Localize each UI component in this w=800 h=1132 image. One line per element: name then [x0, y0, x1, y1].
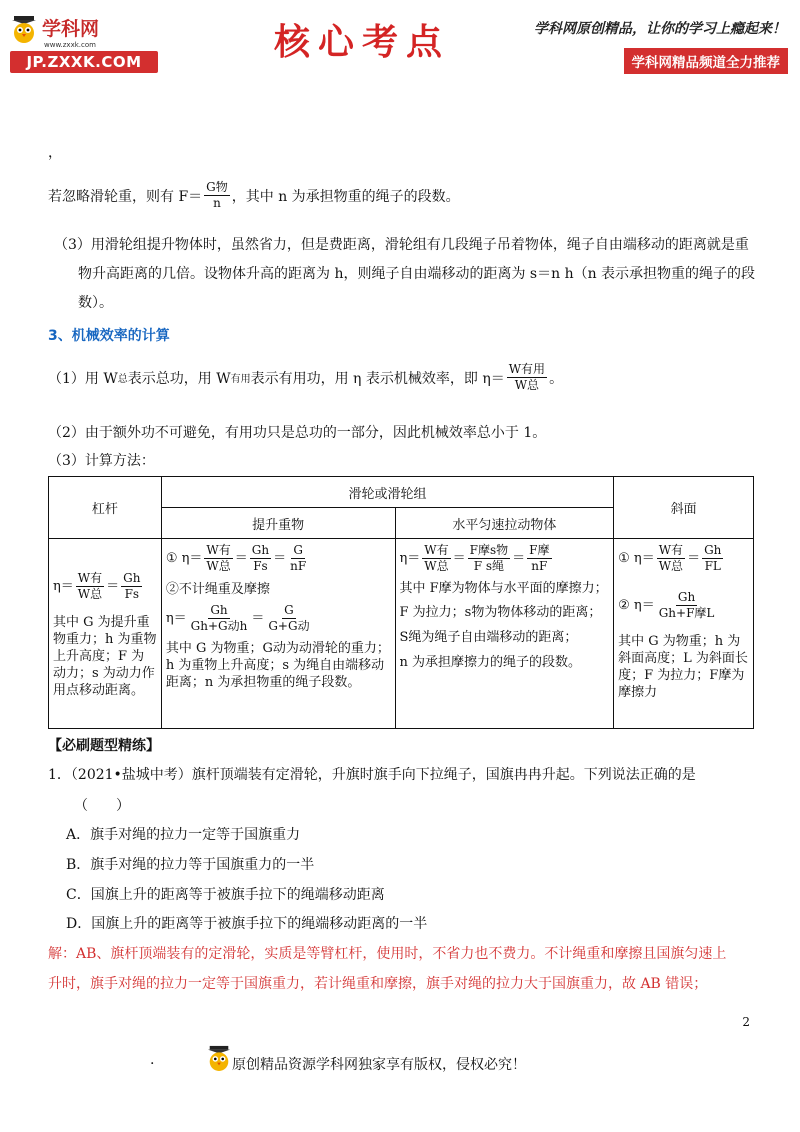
- equals: ＝: [452, 550, 466, 566]
- equals: ＝: [234, 550, 248, 566]
- frac: [702, 543, 723, 574]
- frac-den: Gh+G动h: [190, 619, 248, 633]
- frac-num: G物: [206, 180, 228, 194]
- question-1-blank: （ ）: [74, 798, 130, 814]
- frac-den: Fs: [124, 587, 140, 601]
- logo-name: 学科网: [42, 18, 100, 40]
- frac-den: W总: [77, 587, 103, 601]
- pull-note-3: S绳为绳子自由端移动的距离；: [399, 630, 578, 645]
- frac: [121, 571, 142, 602]
- eta: η＝: [399, 550, 421, 566]
- frac: [204, 543, 232, 574]
- frac-num: F摩: [529, 543, 550, 557]
- frac-den: F s绳: [473, 559, 505, 573]
- question-1-stem: 1．（2021•盐城中考）旗杆顶端装有定滑轮，升旗时旗手向下拉绳子，国旗冉冉升起。下列说法正确的是: [48, 767, 696, 783]
- equals: ＝: [512, 550, 526, 566]
- fraction-g-over-n: [204, 180, 230, 211]
- header-recommend-bar: 学科网精品频道全力推荐: [624, 48, 789, 74]
- frac: [76, 571, 104, 602]
- label: η＝: [165, 610, 187, 626]
- equals: ＝: [273, 550, 287, 566]
- para2-line2: 物升高距离的几倍。设物体升高的距离为 h，则绳子自由端移动的距离为 s＝n h（n 表示承担物重的绳子的段: [78, 266, 756, 282]
- eff-p1-a: （1）用 W: [48, 370, 118, 387]
- equals: ＝: [687, 550, 701, 566]
- header-slogan: 学科网原创精品，让你的学习上瘾起来！: [534, 21, 786, 37]
- frac-num: G: [284, 603, 294, 617]
- frac: [657, 543, 685, 574]
- cell-lever: [49, 539, 162, 729]
- efficiency-table: [48, 476, 754, 729]
- site-logo[interactable]: [10, 14, 160, 73]
- frac-num: W有: [77, 571, 103, 585]
- header-lever: 杠杆: [49, 477, 162, 539]
- header-pull: 水平匀速拉动物体: [395, 508, 614, 539]
- lift-formula-2: [166, 603, 391, 634]
- para2-line1: （3）用滑轮组提升物体时，虽然省力，但是费距离，滑轮组有几段绳子吊着物体，绳子自由端移动的距离就是重: [54, 237, 749, 253]
- option-c[interactable]: C．国旗上升的距离等于被旗手拉下的绳端移动距离: [66, 887, 385, 903]
- frac-den: n: [213, 196, 221, 210]
- frac-num: W有: [424, 543, 449, 557]
- equals: ＝: [251, 610, 265, 626]
- para1-suffix: ，其中 n 为承担物重的绳子的段数。: [231, 188, 460, 205]
- eff-p1-b: 表示总功，用 W: [127, 370, 231, 387]
- frac-num: W有用: [508, 362, 546, 376]
- frac-den: nF: [531, 559, 548, 573]
- frac-num: F摩s物: [469, 543, 509, 557]
- frac: [288, 543, 308, 574]
- option-a[interactable]: A．旗手对绳的拉力一定等于国旗重力: [66, 827, 301, 843]
- lever-formula: [53, 571, 157, 602]
- logo-domain-bar: JP.ZXXK.COM: [10, 51, 158, 73]
- fraction-efficiency: [507, 362, 547, 393]
- paragraph-pulley-formula: [48, 180, 460, 211]
- frac: [422, 543, 450, 574]
- para2-line3: 数）。: [78, 295, 113, 311]
- lever-note: 其中 G 为提升重物重力；h 为重物上升高度；F 为动力；s 为动力作用点移动距离。: [53, 615, 157, 698]
- page-title: 核心考点: [273, 21, 450, 63]
- header-lift: 提升重物: [161, 508, 395, 539]
- frac-den: Gh+F摩L: [658, 606, 715, 620]
- pull-note-1: 其中 F摩为物体与水平面的摩擦力；: [399, 581, 608, 596]
- frac-num: Gh: [251, 543, 270, 557]
- para1-prefix: 若忽略滑轮重，则有 F＝: [48, 188, 203, 205]
- header-pulley: 滑轮或滑轮组: [161, 477, 613, 508]
- owl-mascot-icon: [10, 14, 38, 44]
- label: ② η＝: [618, 597, 655, 613]
- frac-num: Gh: [123, 571, 141, 585]
- incline-formula-1: [618, 543, 749, 574]
- frac-num: Gh: [704, 543, 722, 557]
- cell-pull: [395, 539, 614, 729]
- frac-num: G: [293, 543, 303, 557]
- frac-den: W总: [424, 559, 449, 573]
- practice-heading: 【必刷题型精练】: [48, 738, 160, 754]
- frac-num: Gh: [210, 603, 228, 617]
- frac-num: W有: [206, 543, 231, 557]
- stray-mark: ，: [48, 145, 62, 161]
- frac-num: Gh: [677, 590, 696, 604]
- frac-den: nF: [290, 559, 307, 573]
- eff-sub-useful: 有用: [230, 374, 251, 385]
- lift-formula-1: [166, 543, 391, 574]
- equals: ＝: [106, 578, 120, 594]
- frac: [189, 603, 250, 634]
- copyright-notice: 原创精品资源学科网独家享有版权，侵权必究！: [232, 1057, 526, 1073]
- frac-den: W总: [658, 559, 684, 573]
- frac-den: G+G动: [268, 619, 310, 633]
- cell-lift: [161, 539, 395, 729]
- frac: [266, 603, 311, 634]
- lift-condition: ②不计绳重及摩擦: [165, 582, 270, 597]
- logo-url: www.zxxk.com: [44, 41, 96, 49]
- page-number: 2: [742, 1015, 750, 1029]
- frac-den: Fs: [253, 559, 268, 573]
- eff-p1-end: 。: [549, 370, 564, 387]
- frac: [527, 543, 551, 574]
- eta: η＝: [53, 578, 74, 594]
- frac-den: W总: [206, 559, 231, 573]
- label: ① η＝: [165, 550, 203, 566]
- owl-mascot-icon: [206, 1044, 232, 1072]
- answer-line-2: 升时，旗手对绳的拉力一定等于国旗重力，若计绳重和摩擦，旗手对绳的拉力大于国旗重力，故 AB 错误；: [48, 976, 708, 992]
- frac: [657, 590, 717, 621]
- frac-den: W总: [514, 378, 540, 392]
- lift-note: 其中 G 为物重；G动为动滑轮的重力；h 为重物上升高度；s 为绳自由端移动距离；n 为承担物重的绳子段数。: [165, 641, 390, 690]
- cell-incline: [614, 539, 754, 729]
- footer-dot: .: [150, 1052, 155, 1068]
- pull-formula: [400, 543, 610, 574]
- incline-formula-2: [618, 590, 749, 621]
- eff-sub-total: 总: [117, 374, 128, 385]
- header-incline: 斜面: [614, 477, 754, 539]
- option-d[interactable]: D．国旗上升的距离等于被旗手拉下的绳端移动距离的一半: [66, 916, 428, 932]
- incline-note: 其中 G 为物重；h 为斜面高度；L 为斜面长度；F 为拉力；F摩为摩擦力: [618, 634, 748, 700]
- eff-p1-c: 表示有用功，用 η 表示机械效率，即 η＝: [250, 370, 505, 387]
- calc-method-label: （3）计算方法：: [48, 453, 155, 469]
- answer-line-1: 解：AB、旗杆顶端装有的定滑轮，实质是等臂杠杆，使用时，不省力也不费力。不计绳重和摩擦且国旗匀速上: [48, 946, 727, 962]
- efficiency-definition: [48, 362, 563, 393]
- label: ① η＝: [618, 550, 655, 566]
- pull-note-4: n 为承担摩擦力的绳子的段数。: [399, 655, 582, 670]
- frac: [250, 543, 271, 574]
- section-heading-efficiency: 3、机械效率的计算: [48, 328, 170, 344]
- frac: [468, 543, 511, 574]
- option-b[interactable]: B．旗手对绳的拉力等于国旗重力的一半: [66, 857, 315, 873]
- frac-den: FL: [704, 559, 721, 573]
- efficiency-note: （2）由于额外功不可避免，有用功只是总功的一部分，因此机械效率总小于 1。: [48, 425, 547, 441]
- pull-note-2: F 为拉力；s物为物体移动的距离；: [399, 605, 602, 620]
- frac-num: W有: [658, 543, 684, 557]
